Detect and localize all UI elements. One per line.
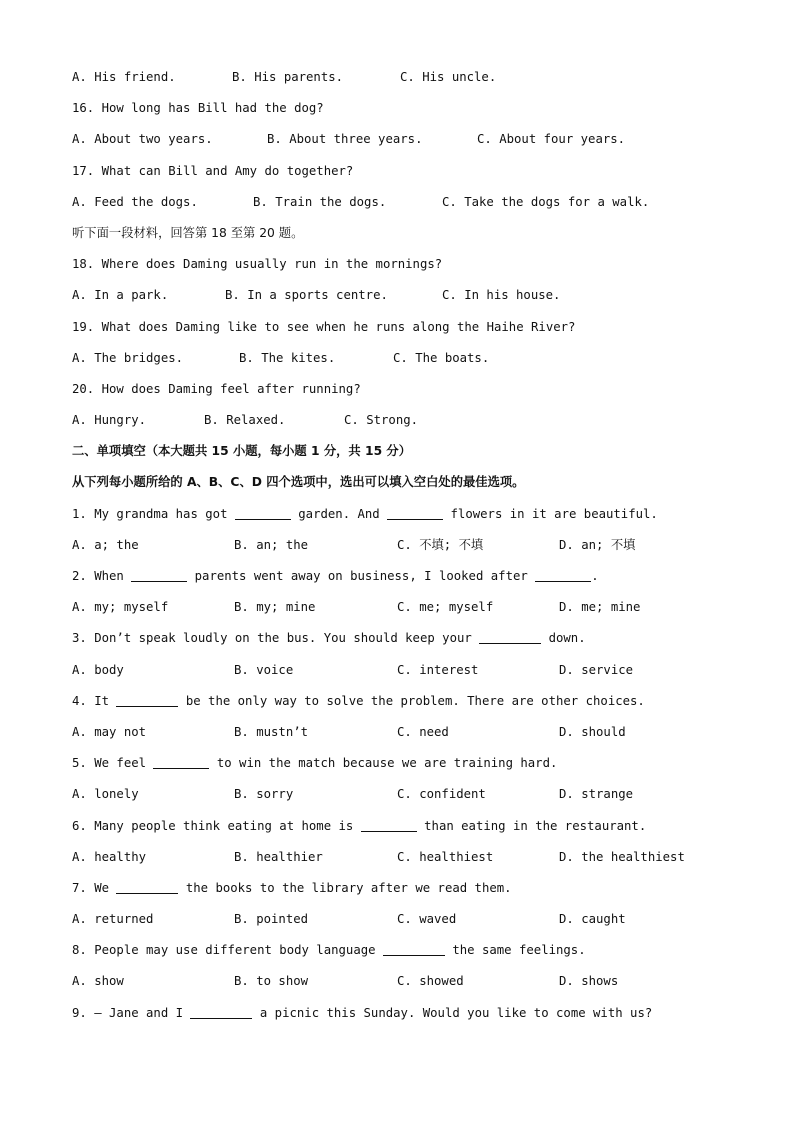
option-b: B. mustn’t — [234, 724, 309, 739]
answer-blank — [153, 756, 209, 769]
mc-question-8 — [72, 935, 752, 966]
stem-text: 5. We feel — [72, 756, 154, 771]
stem-text: 2. When — [72, 569, 132, 583]
mc-6-options — [72, 842, 752, 873]
option-c: C. need — [397, 724, 449, 739]
q19-options — [72, 343, 752, 374]
option-b: B. healthier — [234, 849, 323, 864]
option-a: A. The bridges. — [72, 350, 184, 365]
option-c: C. 不填; 不填 — [397, 537, 484, 552]
option-b: B. pointed — [234, 912, 309, 927]
mc-question-7 — [72, 873, 752, 904]
answer-blank — [116, 881, 178, 894]
mc-8-options — [72, 966, 752, 997]
stem-text: parents went away on business, I looked after — [187, 569, 536, 583]
option-d: D. me; mine — [559, 600, 641, 615]
option-a: A. my; myself — [72, 600, 169, 615]
option-a: A. healthy — [72, 849, 147, 864]
option-c: C. Take the dogs for a walk. — [442, 194, 650, 209]
answer-blank — [387, 507, 443, 520]
listening-instruction: 听下面一段材料，回答第 18 至第 20 题。 — [72, 225, 304, 240]
mc-7-options — [72, 904, 752, 935]
question-16: 16. How long has Bill had the dog? — [72, 101, 324, 116]
answer-blank — [116, 694, 178, 707]
mc-3-options — [72, 655, 752, 686]
option-b: B. an; the — [234, 537, 309, 552]
option-d: D. the healthiest — [559, 849, 685, 864]
mc-question-3 — [72, 623, 752, 654]
q18-options — [72, 280, 752, 311]
answer-blank — [235, 507, 291, 520]
stem-text: the books to the library after we read them. — [178, 880, 512, 895]
q15-options — [72, 62, 752, 93]
option-b: B. Train the dogs. — [253, 194, 387, 209]
option-b: B. to show — [234, 974, 309, 989]
question-19: 19. What does Daming like to see when he runs along the Haihe River? — [72, 319, 576, 334]
option-a: A. a; the — [72, 537, 139, 552]
option-a: A. returned — [72, 912, 154, 927]
mc-question-5 — [72, 748, 752, 779]
question-17: 17. What can Bill and Amy do together? — [72, 163, 354, 178]
q20-options — [72, 405, 752, 436]
option-c: C. showed — [397, 974, 464, 989]
answer-blank — [131, 569, 187, 582]
option-c: C. About four years. — [477, 132, 626, 147]
option-c: C. waved — [397, 912, 457, 927]
mc-question-9 — [72, 998, 752, 1029]
stem-text: than eating in the restaurant. — [416, 818, 647, 833]
option-b: B. sorry — [234, 787, 294, 802]
question-18: 18. Where does Daming usually run in the mornings? — [72, 257, 443, 272]
mc-5-options — [72, 779, 752, 810]
option-a: A. Feed the dogs. — [72, 194, 198, 209]
stem-text: be the only way to solve the problem. There are other choices. — [178, 693, 645, 708]
mc-question-2 — [72, 561, 752, 592]
option-d: D. shows — [559, 974, 619, 989]
mc-4-options — [72, 717, 752, 748]
option-d: D. service — [559, 662, 634, 677]
stem-text: garden. And — [290, 506, 388, 521]
answer-blank — [361, 819, 417, 832]
option-b: B. His parents. — [232, 70, 344, 84]
option-b: B. voice — [234, 662, 294, 677]
answer-blank — [190, 1006, 252, 1019]
option-a: A. His friend. — [72, 70, 176, 84]
option-c: C. confident — [397, 787, 486, 802]
option-c: C. healthiest — [397, 849, 494, 864]
stem-text: a picnic this Sunday. Would you like to come with us? — [252, 1005, 653, 1020]
mc-question-4 — [72, 686, 752, 717]
answer-blank — [383, 943, 445, 956]
answer-blank — [479, 631, 541, 644]
option-d: D. strange — [559, 787, 634, 802]
option-b: B. In a sports centre. — [225, 288, 388, 303]
option-a: A. In a park. — [72, 288, 169, 303]
mc-question-6 — [72, 811, 752, 842]
option-a: A. lonely — [72, 787, 139, 802]
answer-blank — [535, 569, 591, 582]
stem-text: 1. My grandma has got — [72, 506, 235, 521]
stem-text: 9. — Jane and I — [72, 1005, 191, 1020]
stem-text: the same feelings. — [444, 943, 586, 958]
option-a: A. body — [72, 662, 124, 677]
option-b: B. About three years. — [267, 132, 423, 147]
option-a: A. About two years. — [72, 132, 213, 147]
option-b: B. my; mine — [234, 600, 316, 615]
section-2-instruction: 从下列每小题所给的 A、B、C、D 四个选项中，选出可以填入空白处的最佳选项。 — [72, 475, 525, 490]
option-d: D. an; 不填 — [559, 537, 636, 552]
question-20: 20. How does Daming feel after running? — [72, 381, 361, 396]
stem-text: 7. We — [72, 880, 117, 895]
option-b: B. Relaxed. — [204, 413, 286, 428]
q17-options — [72, 187, 752, 218]
option-a: A. show — [72, 974, 124, 989]
option-c: C. In his house. — [442, 288, 561, 303]
option-c: C. The boats. — [393, 350, 490, 365]
option-b: B. The kites. — [239, 350, 336, 365]
q16-options — [72, 124, 752, 155]
stem-text: . — [591, 569, 599, 583]
option-d: D. should — [559, 724, 626, 739]
option-a: A. Hungry. — [72, 413, 147, 428]
option-c: C. Strong. — [344, 413, 419, 428]
option-c: C. interest — [397, 662, 479, 677]
option-d: D. caught — [559, 912, 626, 927]
mc-2-options — [72, 592, 752, 623]
option-c: C. me; myself — [397, 600, 494, 615]
section-2-title: 二、单项填空（本大题共 15 小题，每小题 1 分，共 15 分） — [72, 444, 411, 459]
exam-page — [72, 62, 752, 1029]
stem-text: flowers in it are beautiful. — [443, 506, 658, 521]
option-a: A. may not — [72, 724, 147, 739]
option-c: C. His uncle. — [400, 70, 497, 84]
stem-text: down. — [541, 631, 586, 646]
stem-text: 6. Many people think eating at home is — [72, 818, 361, 833]
stem-text: to win the match because we are training hard. — [209, 756, 558, 771]
mc-1-options — [72, 530, 752, 561]
stem-text: 8. People may use different body language — [72, 943, 383, 958]
stem-text: 4. It — [72, 693, 117, 708]
stem-text: 3. Don’t speak loudly on the bus. You should keep your — [72, 631, 480, 646]
mc-question-1 — [72, 499, 752, 530]
